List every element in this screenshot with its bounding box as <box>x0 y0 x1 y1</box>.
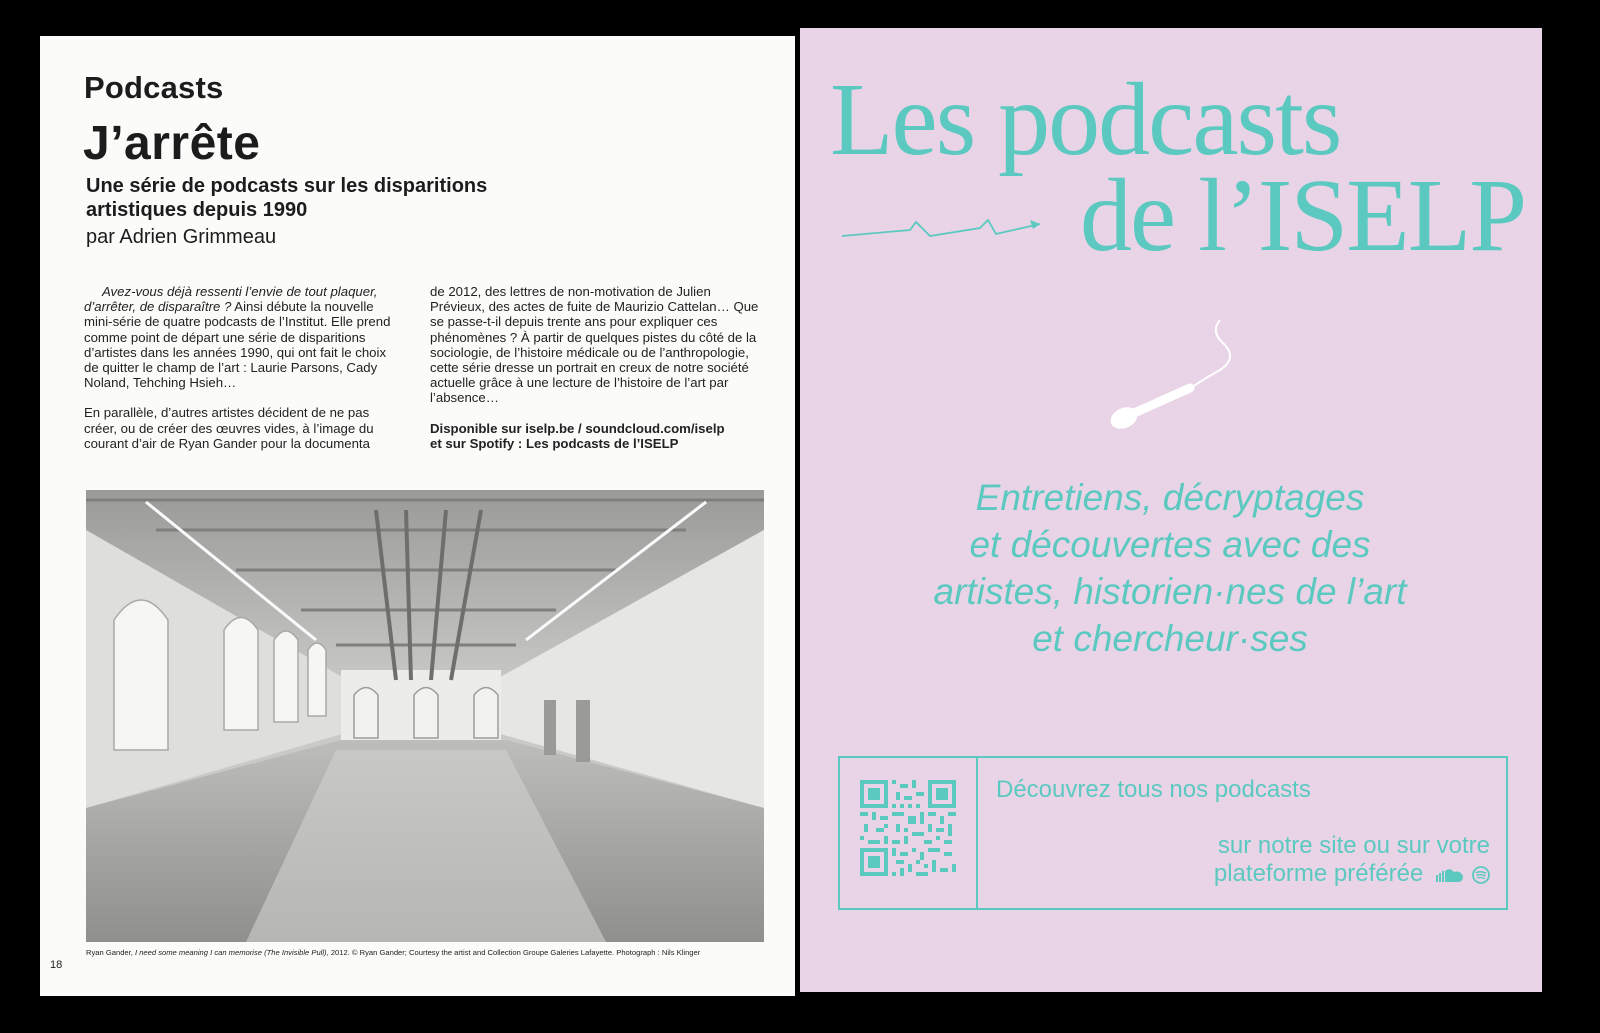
promo-line-2: sur notre site ou sur votre <box>1217 832 1490 859</box>
spotify-icon[interactable] <box>1472 866 1490 884</box>
availability-line-1: Disponible sur iselp.be / soundcloud.com/iselp <box>430 420 725 436</box>
platform-icons <box>1436 866 1490 884</box>
section-label: Podcasts <box>84 70 224 105</box>
soundcloud-icon[interactable] <box>1436 867 1464 883</box>
article-title: J’arrête <box>83 117 261 170</box>
qr-code-panel <box>840 758 978 908</box>
headline-line-2: de l’ISELP <box>1080 158 1526 273</box>
promo-heading: Découvrez tous nos podcasts <box>996 776 1311 803</box>
podcast-promo-box <box>838 756 1508 910</box>
qr-code[interactable] <box>860 780 956 876</box>
promo-text <box>1130 832 1490 888</box>
headline-line-1: Les podcasts <box>830 62 1341 177</box>
text-column-1 <box>84 284 400 466</box>
tagline <box>860 474 1480 662</box>
intro-question: Avez-vous déjà ressenti l’envie de tout plaquer, d’arrêter, de disparaître ? <box>84 284 378 315</box>
caption-artist: Ryan Gander, <box>86 948 135 957</box>
intro-text: Ainsi débute la nouvelle mini-série de quatre podcasts de l’Institut. Elle prend comme point de départ une série de disparitions d’artistes dans les années 1990, qui ont fait le choix de quitter le champ de l’art : Laurie Parsons, Cady Noland, Tehching Hsieh… <box>84 299 391 391</box>
caption-credits: , 2012. © Ryan Gander; Courtesy the artist and Collection Groupe Galeries Lafayette. Photograph : Nils Klinger <box>326 948 701 957</box>
availability-line-2: et sur Spotify : Les podcasts de l’ISELP <box>430 435 679 451</box>
gallery-hall-illustration <box>86 490 764 942</box>
tagline-line-4: et chercheur·ses <box>1032 618 1308 659</box>
caption-work: I need some meaning I can memorise (The Invisible Pull) <box>134 948 327 957</box>
microphone-icon <box>1102 314 1242 434</box>
tagline-line-2: et découvertes avec des <box>969 524 1371 565</box>
promo-line-3: plateforme préférée <box>1213 860 1424 887</box>
article-subtitle: Une série de podcasts sur les disparitions artistiques depuis 1990 <box>86 175 488 221</box>
tagline-line-3: artistes, historien·nes de l’art <box>933 571 1407 612</box>
byline: par Adrien Grimmeau <box>86 226 277 248</box>
zigzag-arrow-icon <box>840 216 1050 246</box>
left-page <box>40 36 795 996</box>
paragraph-3: de 2012, des lettres de non-motivation de Julien Prévieux, des actes de fuite de Maurizio Cattelan… Que se passe-t-il depuis trente ans pour expliquer ces phénomènes ? À partir de quelques pistes du côté de la sociologie, de l’histoire médicale ou de l’anthropologie, cette série dresse un portrait en creux de notre société actuelle grâce à une lecture de l’histoire de l’art par l’absence… <box>430 284 759 406</box>
gallery-photo <box>86 490 764 942</box>
tagline-line-1: Entretiens, décryptages <box>975 477 1365 518</box>
promo-line-3-wrap <box>1130 860 1490 888</box>
page-number: 18 <box>50 959 63 971</box>
paragraph-intro <box>84 284 400 390</box>
photo-caption <box>86 948 700 957</box>
text-column-2 <box>430 284 760 466</box>
availability-note <box>430 421 760 451</box>
paragraph-2: En parallèle, d’autres artistes décident de ne pas créer, ou de créer des œuvres vides, à l’image du courant d’air de Ryan Gander pour la documenta <box>84 405 374 451</box>
right-page <box>800 28 1542 992</box>
